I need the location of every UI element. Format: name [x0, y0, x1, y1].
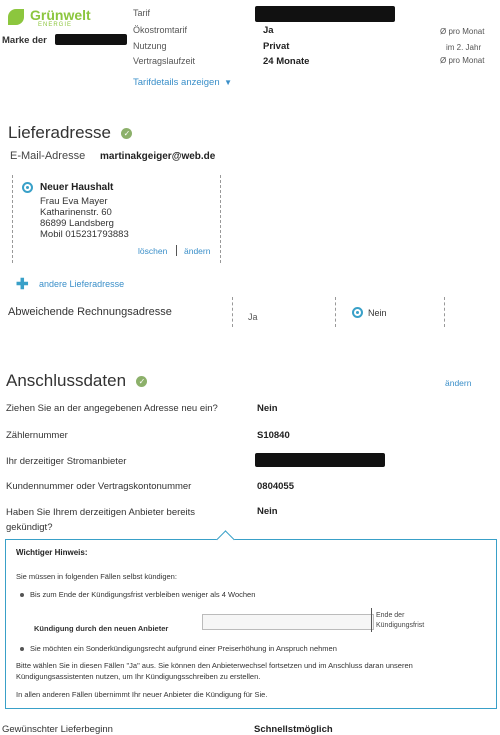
- row-label-stromanbieter: Ihr derzeitiger Stromanbieter: [6, 456, 127, 467]
- logo-name: Grünwelt: [30, 7, 91, 23]
- check-icon: ✓: [136, 376, 147, 387]
- row-label-kundennummer: Kundennummer oder Vertragskontonummer: [6, 481, 192, 492]
- bullet-dot: [20, 593, 24, 597]
- hinweis-title: Wichtiger Hinweis:: [16, 548, 88, 557]
- timeline-end-marker: [371, 608, 372, 632]
- redacted-tarif: [255, 6, 395, 22]
- plus-icon: ✚: [16, 276, 29, 293]
- brand-label: Marke der: [2, 35, 47, 46]
- address-line-name: Frau Eva Mayer: [40, 196, 108, 207]
- logo-sub: ENERGIE: [38, 22, 73, 28]
- lieferadresse-heading: [8, 123, 132, 143]
- billing-yes-border: [232, 297, 233, 327]
- row-label-gekuendigt: Haben Sie Ihrem derzeitigen Anbieter bereits gekündigt?: [6, 507, 196, 533]
- redacted-stromanbieter: [255, 453, 385, 467]
- billing-no-radio-selected[interactable]: [352, 307, 363, 318]
- brand-logo: [8, 7, 98, 35]
- billing-yes-label: Ja: [248, 312, 258, 322]
- billing-yes-option[interactable]: [248, 307, 258, 325]
- lieferadresse-title: Lieferadresse: [8, 123, 112, 142]
- delete-link[interactable]: löschen: [138, 246, 168, 256]
- row-value-kundennummer: 0804055: [257, 481, 294, 492]
- chevron-down-icon: ▼: [224, 78, 232, 87]
- address-line-city: 86899 Landsberg: [40, 218, 114, 229]
- tarifdetails-label: Tarifdetails anzeigen: [133, 77, 220, 88]
- billing-yes-border-right: [335, 297, 336, 327]
- timeline-label: Kündigung durch den neuen Anbieter: [34, 624, 169, 633]
- edit-address-link[interactable]: ändern: [184, 246, 211, 256]
- anschluss-title: Anschlussdaten: [6, 371, 127, 390]
- billing-label: Abweichende Rechnungsadresse: [8, 306, 172, 318]
- hinweis-bullet-2: Sie möchten ein Sonderkündigungsrecht aufgrund einer Preiserhöhung in Anspruch nehmen: [30, 644, 337, 653]
- logo-leaf-icon: [8, 9, 24, 25]
- email-value: martinakgeiger@web.de: [100, 151, 216, 162]
- hinweis-para-1: Bitte wählen Sie in diesen Fällen "Ja" aus. Sie können den Anbieterwechsel fortsetzen und im Anschluss daran unseren Kündigungsassistenten nutzen, um Ihr Kündigungsschreiben zu erstellen.: [16, 661, 413, 681]
- bullet-dot: [20, 647, 24, 651]
- lieferbeginn-label: Gewünschter Lieferbeginn: [2, 724, 113, 735]
- link-divider: [176, 245, 177, 256]
- kuendigung-timeline: [202, 614, 374, 630]
- row-label-neu-einziehen: Ziehen Sie an der angegebenen Adresse neu ein?: [6, 403, 218, 414]
- hinweis-bullet-1: Bis zum Ende der Kündigungsfrist verbleiben weniger als 4 Wochen: [30, 590, 256, 599]
- billing-no-border: [444, 297, 445, 327]
- laufzeit-value: 24 Monate: [263, 56, 310, 67]
- anschluss-heading: [6, 371, 147, 391]
- check-icon: ✓: [121, 128, 132, 139]
- price-per-month-2: Ø pro Monat: [440, 56, 485, 65]
- laufzeit-label: Vertragslaufzeit: [133, 56, 196, 66]
- nutzung-value: Privat: [263, 41, 290, 52]
- row-value-neu-einziehen: Nein: [257, 403, 278, 414]
- oeko-label: Ökostromtarif: [133, 25, 188, 35]
- hinweis-box: [5, 539, 497, 709]
- add-address-button[interactable]: [16, 275, 124, 293]
- anschluss-edit-link[interactable]: ändern: [445, 378, 472, 388]
- nutzung-label: Nutzung: [133, 41, 167, 51]
- timeline-end-label: Ende der Kündigungsfrist: [376, 612, 425, 629]
- address-line-phone: Mobil 015231793883: [40, 229, 129, 240]
- address-line-street: Katharinenstr. 60: [40, 207, 112, 218]
- tarif-label: Tarif: [133, 8, 151, 18]
- redacted-brand: [55, 34, 127, 45]
- tarifdetails-link[interactable]: [133, 72, 232, 90]
- billing-no-label: Nein: [368, 308, 387, 318]
- email-label: E-Mail-Adresse: [10, 150, 86, 162]
- row-value-gekuendigt: Nein: [257, 506, 278, 517]
- card-left-border: [12, 175, 13, 263]
- price-per-month: Ø pro Monat: [440, 27, 485, 36]
- hinweis-para-2: In allen anderen Fällen übernimmt Ihr neuer Anbieter die Kündigung für Sie.: [16, 690, 268, 699]
- card-right-border: [220, 175, 221, 263]
- add-address-label: andere Lieferadresse: [39, 279, 125, 289]
- address-radio-selected[interactable]: [22, 182, 33, 193]
- address-card[interactable]: [12, 173, 222, 265]
- lieferbeginn-value: Schnellstmöglich: [254, 724, 333, 735]
- row-label-zaehlernummer: Zählernummer: [6, 430, 68, 441]
- hinweis-intro: Sie müssen in folgenden Fällen selbst kündigen:: [16, 572, 177, 581]
- oeko-value: Ja: [263, 25, 274, 36]
- row-value-zaehlernummer: S10840: [257, 430, 290, 441]
- price-second-year: im 2. Jahr: [446, 43, 482, 52]
- address-heading: Neuer Haushalt: [40, 182, 114, 193]
